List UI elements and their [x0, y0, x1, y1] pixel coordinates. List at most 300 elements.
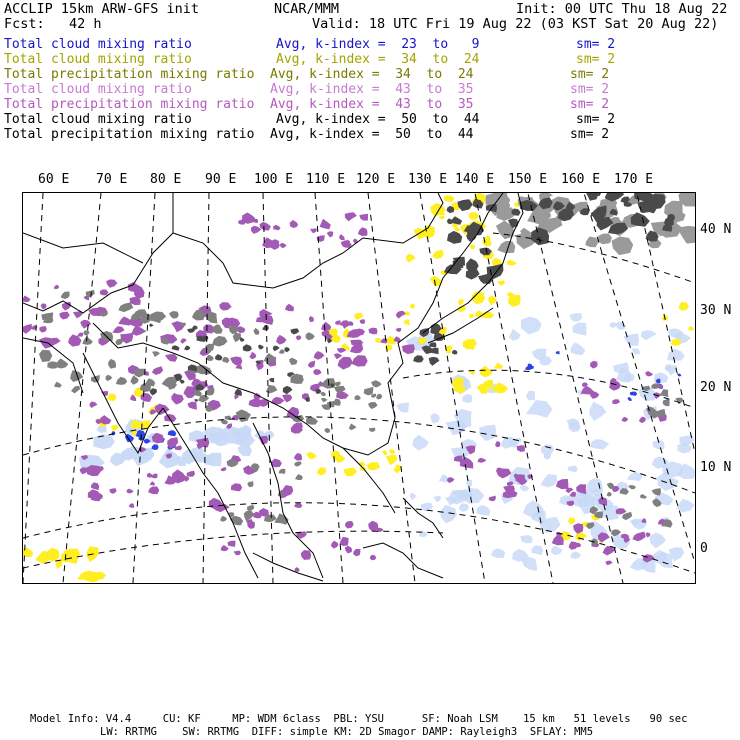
cloud-blob-purple [447, 477, 454, 483]
cloud-blob-gray [71, 386, 80, 394]
cloud-blob-purple [171, 321, 184, 332]
cloud-blob-purple [188, 402, 198, 410]
cloud-blob-blue [627, 397, 631, 401]
cloud-blob-purple [309, 316, 314, 322]
low-cloud-blob [466, 479, 472, 486]
cloud-blob-yellow [317, 467, 326, 475]
cloud-blob-gray [640, 494, 647, 499]
cloud-blob-purple [590, 361, 598, 369]
cloud-blob-purple [221, 467, 227, 471]
cloud-blob-gray [70, 370, 83, 382]
cloud-blob-gray [248, 481, 254, 487]
cloud-blob-purple [478, 458, 487, 463]
legend-range-2: Avg, k-index = 34 to 24 [270, 67, 474, 82]
cloud-blob-purple [327, 231, 334, 237]
cloud-blob-purple [345, 521, 354, 528]
cloud-blob-yellow [494, 362, 503, 369]
cloud-blob-gray [61, 292, 70, 300]
cloud-blob-purple [148, 487, 159, 495]
low-cloud-blob [462, 394, 472, 402]
cloud-blob-purple [251, 226, 262, 234]
cloud-blob-gray [364, 387, 374, 396]
cloud-blob-dark [149, 323, 154, 327]
cloud-blob-purple [353, 549, 360, 556]
coastline [363, 543, 443, 578]
low-cloud-blob [531, 545, 543, 555]
cloud-blob-dark [243, 344, 252, 351]
cloud-blob-gray [376, 394, 382, 400]
cloud-blob-purple [164, 414, 176, 422]
cloud-blob-yellow [679, 302, 689, 311]
low-cloud-blob [566, 418, 580, 429]
cloud-blob-gray [233, 333, 241, 343]
model-title: ACCLIP 15km ARW-GFS init [4, 1, 200, 17]
cloud-blob-purple [131, 325, 146, 336]
legend-range-4: Avg, k-index = 43 to 35 [270, 97, 474, 112]
lat-label: 40 N [700, 222, 732, 237]
cloud-blob-purple [331, 541, 339, 549]
cloud-mass-dark [457, 199, 472, 211]
cloud-blob-gray [607, 492, 612, 497]
legend-smooth-6: sm= 2 [570, 127, 610, 142]
cloud-blob-purple [100, 415, 111, 424]
cloud-blob-purple [90, 402, 98, 409]
cloud-blob-purple [141, 393, 153, 402]
low-cloud-blob [93, 434, 115, 449]
cloud-blob-purple [282, 394, 292, 402]
cloud-blob-dark [290, 328, 299, 334]
cloud-blob-yellow [463, 339, 477, 350]
cloud-blob-gray [320, 392, 326, 396]
cloud-blob-dark [305, 397, 310, 402]
cloud-blob-purple [334, 353, 342, 359]
cloud-blob-yellow [382, 450, 387, 455]
cloud-blob-yellow [507, 260, 517, 266]
cloud-blob-yellow [444, 195, 455, 202]
cloud-blob-dark [284, 347, 290, 352]
lat-label: 30 N [700, 303, 732, 318]
cloud-blob-purple [276, 335, 286, 345]
low-cloud-blob [541, 474, 558, 487]
cloud-blob-dark [258, 345, 264, 350]
cloud-blob-yellow [386, 455, 398, 465]
legend-range-0: Avg, k-index = 23 to 9 [276, 37, 480, 52]
cloud-blob-blue [525, 366, 532, 370]
cloud-blob-purple [622, 417, 629, 422]
cloud-blob-gray [212, 336, 227, 347]
org-label: NCAR/MMM [274, 1, 340, 17]
cloud-blob-gray [321, 398, 328, 403]
low-cloud-blob [569, 313, 582, 322]
cloud-blob-purple [237, 326, 245, 333]
low-cloud-blob [238, 445, 253, 457]
low-cloud-blob [676, 499, 694, 512]
cloud-blob-purple [345, 546, 352, 554]
cloud-blob-purple [645, 371, 653, 376]
cloud-blob-purple [381, 338, 388, 343]
cloud-blob-purple [295, 567, 300, 572]
cloud-blob-purple [489, 496, 496, 502]
cloud-blob-purple [339, 320, 349, 326]
cloud-blob-purple [345, 212, 357, 221]
cloud-blob-yellow [335, 454, 346, 463]
cloud-blob-purple [285, 304, 294, 312]
cloud-mass-dark [586, 193, 599, 201]
legend-smooth-4: sm= 2 [570, 97, 610, 112]
meridian-line [420, 193, 485, 583]
low-cloud-blob [410, 493, 417, 501]
cloud-blob-gray [55, 358, 68, 368]
low-cloud-blob [572, 323, 586, 336]
low-cloud-blob [615, 322, 626, 330]
cloud-blob-gray [294, 461, 302, 466]
cloud-blob-purple [228, 541, 236, 547]
low-cloud-blob [667, 349, 685, 361]
low-cloud-blob [641, 330, 657, 340]
cloud-blob-purple [273, 225, 281, 231]
cloud-blob-blue [151, 444, 158, 450]
cloud-blob-yellow [306, 452, 317, 459]
map-panel [22, 192, 696, 584]
init-time: Init: 00 UTC Thu 18 Aug 22 [516, 1, 728, 17]
cloud-blob-gray [115, 338, 123, 345]
cloud-blob-gray [355, 395, 361, 400]
cloud-blob-purple [573, 523, 583, 534]
cloud-blob-purple [150, 481, 155, 485]
lon-label: 80 E [150, 172, 182, 187]
legend-field-1: Total cloud mixing ratio [4, 52, 192, 67]
cloud-blob-purple [271, 397, 285, 405]
meridian-line [23, 193, 43, 583]
low-cloud-blob [509, 329, 521, 341]
lon-label: 110 E [306, 172, 346, 187]
cloud-blob-dark [150, 388, 157, 395]
legend-field-3: Total cloud mixing ratio [4, 82, 192, 97]
lat-label: 20 N [700, 380, 732, 395]
cloud-blob-gray [130, 375, 138, 384]
cloud-blob-purple [252, 219, 258, 223]
cloud-blob-purple [180, 338, 186, 344]
cloud-mass-gray [612, 237, 634, 256]
cloud-blob-blue [111, 431, 115, 435]
cloud-blob-gray [289, 358, 297, 365]
cloud-blob-purple [249, 352, 256, 360]
cloud-blob-gray [83, 330, 89, 335]
cloud-mass-dark [452, 350, 457, 355]
cloud-blob-purple [341, 240, 352, 248]
low-cloud-blob [632, 348, 640, 355]
cloud-blob-gray [628, 485, 636, 489]
cloud-blob-gray [369, 428, 375, 432]
cloud-blob-purple [294, 503, 302, 508]
cloud-blob-purple [296, 336, 301, 341]
cloud-blob-yellow [344, 468, 358, 477]
low-cloud-blob [568, 466, 578, 473]
cloud-blob-gray [675, 398, 683, 405]
legend-field-2: Total precipitation mixing ratio [4, 67, 255, 82]
cloud-blob-purple [639, 417, 646, 424]
lon-label: 140 E [455, 172, 495, 187]
cloud-blob-gray [244, 511, 254, 521]
cloud-blob-purple [556, 479, 569, 489]
low-cloud-blob [523, 500, 544, 518]
low-cloud-blob [439, 474, 448, 482]
cloud-blob-purple [320, 219, 331, 230]
cloud-blob-purple [370, 555, 376, 561]
legend-smooth-0: sm= 2 [576, 37, 616, 52]
cloud-blob-purple [369, 328, 378, 335]
legend-field-6: Total precipitation mixing ratio [4, 127, 255, 142]
coastline [253, 553, 323, 581]
cloud-blob-purple [352, 355, 368, 367]
cloud-blob-gray [169, 311, 179, 319]
cloud-blob-yellow [575, 532, 587, 541]
cloud-blob-yellow [111, 425, 118, 431]
lat-label: 10 N [700, 460, 732, 475]
low-cloud-blob [526, 400, 553, 418]
cloud-blob-gray [325, 428, 331, 433]
cloud-blob-gray [335, 381, 341, 386]
cloud-blob-purple [359, 214, 368, 221]
cloud-blob-gray [334, 399, 341, 406]
cloud-blob-purple [77, 333, 83, 337]
coastline [173, 193, 443, 288]
footer-physics: LW: RRTMG SW: RRTMG DIFF: simple KM: 2D Smagor DAMP: Rayleigh3 SFLAY: MM5 [100, 726, 594, 738]
lon-label: 170 E [614, 172, 654, 187]
cloud-blob-purple [127, 489, 134, 494]
low-cloud-blob [477, 505, 491, 516]
low-cloud-blob [521, 317, 542, 335]
cloud-blob-yellow [410, 304, 415, 309]
cloud-blob-purple [368, 521, 378, 532]
legend-smooth-3: sm= 2 [570, 82, 610, 97]
cloud-blob-gray [134, 369, 145, 378]
cloud-blob-purple [313, 369, 322, 375]
cloud-blob-dark [192, 325, 197, 329]
coastline [23, 193, 173, 313]
cloud-blob-dark [184, 346, 190, 351]
cloud-blob-gray [651, 383, 659, 389]
cloud-blob-yellow [432, 250, 444, 259]
cloud-blob-purple [59, 312, 70, 320]
cloud-blob-purple [337, 357, 353, 370]
cloud-blob-blue [168, 430, 177, 436]
cloud-blob-yellow [406, 254, 416, 263]
low-cloud-blob [590, 402, 607, 421]
cloud-blob-gray [222, 357, 229, 363]
cloud-blob-purple [605, 561, 612, 566]
low-cloud-blob [491, 549, 505, 559]
cloud-blob-purple [41, 303, 47, 309]
cloud-fields [23, 193, 695, 582]
cloud-blob-purple [106, 279, 117, 287]
cloud-blob-gray [279, 349, 285, 354]
cloud-mass-gray [497, 241, 515, 253]
low-cloud-blob [396, 402, 409, 412]
cloud-blob-blue [630, 392, 637, 396]
latitude-line [23, 531, 443, 568]
low-cloud-blob [526, 391, 535, 401]
cloud-blob-gray [206, 355, 214, 361]
cloud-mass-gray [585, 237, 598, 248]
cloud-mass-dark [451, 216, 462, 225]
cloud-blob-purple [260, 222, 271, 231]
cloud-blob-yellow [488, 295, 497, 305]
cloud-blob-purple [314, 351, 325, 360]
cloud-blob-gray [118, 302, 133, 312]
cloud-blob-yellow [469, 212, 480, 220]
lon-label: 150 E [508, 172, 548, 187]
cloud-blob-purple [80, 467, 87, 474]
lon-label: 130 E [408, 172, 448, 187]
low-cloud-blob [440, 505, 457, 524]
low-cloud-blob [623, 334, 639, 347]
lat-label: 0 [700, 541, 708, 556]
legend-smooth-1: sm= 2 [576, 52, 616, 67]
cloud-blob-gray [54, 382, 62, 388]
valid-time: Valid: 18 UTC Fri 19 Aug 22 (03 KST Sat 20 Aug 22) [312, 16, 719, 32]
cloud-blob-purple [53, 285, 59, 289]
lon-label: 60 E [38, 172, 70, 187]
cloud-blob-gray [82, 337, 93, 345]
low-cloud-blob [412, 435, 429, 451]
cloud-blob-blue [556, 351, 560, 354]
legend-smooth-5: sm= 2 [576, 112, 616, 127]
lon-label: 90 E [205, 172, 237, 187]
cloud-blob-purple [109, 488, 116, 493]
lon-label: 70 E [96, 172, 128, 187]
legend-smooth-2: sm= 2 [570, 67, 610, 82]
legend-range-5: Avg, k-index = 50 to 44 [276, 112, 480, 127]
cloud-mass-gray [597, 234, 612, 245]
cloud-blob-gray [254, 328, 260, 335]
cloud-blob-purple [165, 354, 178, 362]
cloud-blob-yellow [367, 462, 380, 470]
low-cloud-blob [520, 535, 532, 543]
cloud-blob-yellow [56, 561, 63, 569]
cloud-blob-purple [100, 289, 109, 295]
cloud-blob-purple [360, 319, 366, 324]
cloud-blob-gray [152, 351, 160, 357]
cloud-blob-gray [41, 312, 53, 322]
cloud-blob-purple [219, 302, 231, 310]
cloud-blob-yellow [671, 339, 681, 346]
cloud-blob-purple [552, 535, 564, 545]
cloud-blob-gray [652, 488, 661, 496]
cloud-blob-yellow [404, 320, 410, 326]
cloud-blob-gray [349, 423, 357, 430]
cloud-blob-purple [231, 483, 242, 491]
cloud-blob-gray [105, 375, 112, 381]
low-cloud-blob [430, 413, 440, 424]
cloud-blob-purple [280, 243, 287, 248]
cloud-blob-yellow [375, 338, 381, 343]
cloud-blob-gray [220, 516, 227, 522]
cloud-blob-dark [283, 386, 293, 394]
cloud-blob-gray [192, 310, 205, 321]
cloud-blob-purple [495, 441, 500, 447]
legend-range-1: Avg, k-index = 34 to 24 [276, 52, 480, 67]
cloud-blob-dark [269, 378, 274, 382]
cloud-blob-purple [517, 445, 525, 452]
cloud-blob-purple [221, 545, 229, 551]
cloud-blob-gray [607, 483, 614, 490]
cloud-blob-purple [395, 328, 401, 332]
cloud-blob-purple [23, 324, 32, 334]
lon-label: 160 E [561, 172, 601, 187]
cloud-blob-purple [290, 220, 299, 228]
cloud-blob-gray [279, 469, 286, 474]
cloud-mass-dark [413, 355, 424, 362]
cloud-blob-purple [129, 503, 135, 508]
lon-label: 100 E [254, 172, 294, 187]
footer-model-info: Model Info: V4.4 CU: KF MP: WDM 6class PBL: YSU SF: Noah LSM 15 km 51 levels 90 sec [30, 713, 688, 725]
cloud-blob-gray [108, 359, 116, 369]
cloud-blob-purple [294, 453, 302, 461]
cloud-blob-yellow [480, 366, 493, 378]
cloud-blob-purple [230, 357, 242, 366]
cloud-blob-yellow [439, 215, 445, 219]
coastline [253, 423, 323, 578]
cloud-blob-dark [194, 399, 198, 402]
cloud-blob-gray [116, 377, 127, 385]
cloud-blob-purple [23, 296, 31, 303]
cloud-blob-purple [152, 366, 163, 375]
low-cloud-blob [570, 552, 581, 559]
cloud-blob-purple [340, 537, 349, 546]
low-cloud-blob [590, 439, 610, 449]
cloud-blob-purple [358, 227, 368, 236]
cloud-blob-purple [335, 320, 341, 325]
low-cloud-blob [459, 503, 469, 512]
legend-range-3: Avg, k-index = 43 to 35 [270, 82, 474, 97]
lon-label: 120 E [356, 172, 396, 187]
cloud-blob-purple [39, 326, 46, 332]
cloud-blob-purple [396, 311, 406, 319]
cloud-blob-purple [118, 317, 131, 326]
cloud-blob-gray [39, 350, 52, 362]
low-cloud-blob [520, 484, 529, 491]
cloud-blob-purple [152, 474, 158, 479]
cloud-blob-yellow [458, 299, 464, 305]
cloud-blob-gray [247, 505, 255, 512]
cloud-blob-purple [632, 532, 645, 542]
low-cloud-blob [551, 546, 563, 556]
low-cloud-blob [571, 342, 586, 355]
cloud-blob-purple [496, 469, 512, 479]
cloud-blob-yellow [688, 326, 694, 331]
cloud-blob-purple [234, 551, 241, 556]
cloud-blob-purple [321, 322, 331, 331]
cloud-blob-purple [581, 386, 593, 395]
legend-field-4: Total precipitation mixing ratio [4, 97, 255, 112]
cloud-blob-yellow [470, 244, 475, 249]
forecast-hour: Fcst: 42 h [4, 16, 102, 32]
low-cloud-blob [649, 532, 666, 548]
cloud-blob-purple [339, 234, 345, 240]
cloud-blob-dark [273, 346, 280, 352]
cloud-blob-gray [195, 365, 210, 375]
cloud-blob-purple [310, 228, 317, 233]
cloud-blob-purple [238, 219, 246, 224]
cloud-blob-gray [306, 332, 315, 340]
cloud-blob-purple [209, 498, 223, 509]
cloud-blob-purple [256, 363, 264, 371]
cloud-blob-purple [402, 344, 415, 354]
cloud-blob-gray [368, 402, 378, 409]
cloud-blob-purple [612, 399, 620, 404]
cloud-blob-yellow [497, 280, 505, 285]
